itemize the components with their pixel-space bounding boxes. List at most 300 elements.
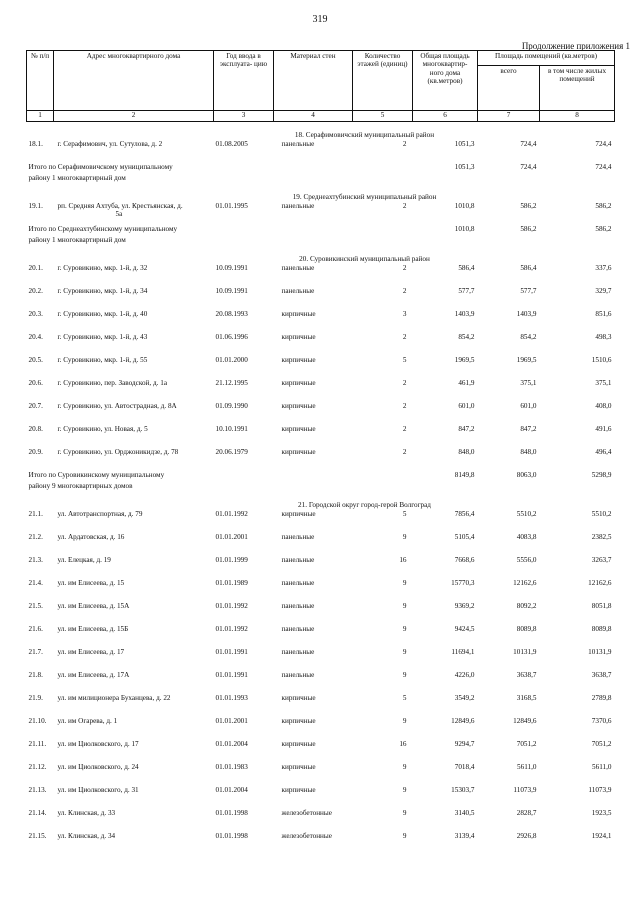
row-address <box>54 310 214 333</box>
row-premises-area: 577,7 <box>520 287 537 295</box>
row-address-line: г. Суровикино, мкр. 1-й, д. 43 <box>57 333 148 341</box>
row-material: железобетонные <box>281 832 332 840</box>
row-year: 01.06.1996 <box>215 333 248 341</box>
row-year: 01.01.1991 <box>215 671 248 679</box>
row-year: 01.08.2005 <box>215 140 248 148</box>
table-row <box>27 287 615 310</box>
row-total-area: 3139,4 <box>454 832 475 840</box>
section-header <box>27 184 615 202</box>
row-material: кирпичные <box>281 356 316 364</box>
row-number: 21.13. <box>28 786 47 794</box>
table-row <box>27 579 615 602</box>
row-living-area: 10131,9 <box>588 648 612 656</box>
row-floors: 2 <box>402 402 407 410</box>
row-number: 21.6. <box>28 625 43 633</box>
row-premises-area: 3638,7 <box>516 671 537 679</box>
table-row <box>27 694 615 717</box>
total-label: району 1 многоквартирный дом <box>28 174 126 182</box>
total-row-continuation <box>27 482 615 492</box>
total-label: Итого по Суровикинскому муниципальному <box>28 471 165 479</box>
row-address-line: ул. Ардатовская, д. 16 <box>57 533 125 541</box>
header-premises-total: всего <box>478 66 540 111</box>
row-number: 21.10. <box>28 717 47 725</box>
row-floors: 2 <box>402 448 407 456</box>
column-number-row <box>27 111 615 122</box>
row-year: 01.01.1995 <box>215 202 248 210</box>
row-address-line: ул. им Циолковского, д. 24 <box>57 763 139 771</box>
row-total-area: 854,2 <box>458 333 475 341</box>
row-premises-area: 12849,6 <box>513 717 537 725</box>
row-material: кирпичные <box>281 510 316 518</box>
row-floors: 2 <box>402 379 407 387</box>
row-address <box>54 694 214 717</box>
table-row <box>27 402 615 425</box>
row-address-line: г. Суровикино, мкр. 1-й, д. 34 <box>57 287 148 295</box>
table-row <box>27 310 615 333</box>
row-living-area: 7051,2 <box>591 740 612 748</box>
row-living-area: 1923,5 <box>591 809 612 817</box>
row-address-line: рп. Средняя Ахтуба, ул. Крестьянская, д. <box>57 202 183 210</box>
row-premises-area: 5611,0 <box>517 763 537 771</box>
row-number: 21.7. <box>28 648 43 656</box>
row-number: 20.8. <box>28 425 43 433</box>
column-number: 8 <box>540 111 615 122</box>
table-header <box>27 51 615 122</box>
row-address <box>54 809 214 832</box>
row-total-area: 3140,5 <box>454 809 475 817</box>
row-total-area: 12849,6 <box>451 717 475 725</box>
row-address-line: г. Суровикино, ул. Новая, д. 5 <box>57 425 148 433</box>
row-floors: 9 <box>402 579 407 587</box>
row-total-area: 15303,7 <box>451 786 475 794</box>
row-floors: 9 <box>402 832 407 840</box>
total-row <box>27 225 615 236</box>
row-material: панельные <box>281 602 315 610</box>
row-premises-area: 7051,2 <box>516 740 537 748</box>
row-total-area: 1010,8 <box>454 202 475 210</box>
row-number: 20.5. <box>28 356 43 364</box>
header-premises-area: Площадь помещений (кв.метров) <box>478 51 615 66</box>
row-floors: 5 <box>402 694 407 702</box>
row-premises-area: 2828,7 <box>516 809 537 817</box>
table-row <box>27 671 615 694</box>
row-number: 21.4. <box>28 579 43 587</box>
total-label: Итого по Серафимовичскому муниципальному <box>28 163 173 171</box>
row-material: панельные <box>281 556 315 564</box>
row-living-area: 408,0 <box>595 402 612 410</box>
column-number: 3 <box>214 111 274 122</box>
row-living-area: 491,6 <box>595 425 612 433</box>
row-living-area: 498,3 <box>595 333 612 341</box>
row-living-area: 5510,2 <box>591 510 612 518</box>
table-row <box>27 264 615 287</box>
row-number: 20.4. <box>28 333 43 341</box>
row-year: 01.01.2001 <box>215 533 248 541</box>
row-living-area: 586,2 <box>595 202 612 210</box>
row-premises-area: 601,0 <box>520 402 537 410</box>
table-row <box>27 379 615 402</box>
row-year: 21.12.1995 <box>215 379 248 387</box>
row-living-area: 11073,9 <box>588 786 612 794</box>
row-year: 10.09.1991 <box>215 264 248 272</box>
row-premises-area: 11073,9 <box>513 786 537 794</box>
table-row <box>27 140 615 163</box>
section-header <box>27 246 615 264</box>
row-address-line: ул. им милиционера Буханцева, д. 22 <box>57 694 171 702</box>
table-row <box>27 740 615 763</box>
row-address <box>54 717 214 740</box>
row-material: панельные <box>281 202 315 210</box>
row-total-area: 15770,3 <box>451 579 475 587</box>
column-number: 1 <box>27 111 54 122</box>
total-living-area: 586,2 <box>595 225 612 233</box>
row-number: 21.11. <box>28 740 47 748</box>
row-living-area: 724,4 <box>595 140 612 148</box>
row-premises-area: 375,1 <box>520 379 537 387</box>
row-floors: 9 <box>402 717 407 725</box>
row-floors: 9 <box>402 602 407 610</box>
row-number: 21.3. <box>28 556 43 564</box>
page-number: 319 <box>312 14 328 25</box>
row-total-area: 9424,5 <box>454 625 475 633</box>
row-total-area: 5105,4 <box>454 533 475 541</box>
row-number: 21.14. <box>28 809 47 817</box>
row-year: 01.01.1999 <box>215 556 248 564</box>
row-living-area: 496,4 <box>595 448 612 456</box>
row-address <box>54 356 214 379</box>
row-material: кирпичные <box>281 310 316 318</box>
row-total-area: 9294,7 <box>454 740 475 748</box>
row-living-area: 2382,5 <box>591 533 612 541</box>
row-number: 18.1. <box>28 140 43 148</box>
row-premises-area: 847,2 <box>520 425 537 433</box>
row-address-line: г. Суровикино, мкр. 1-й, д. 32 <box>57 264 148 272</box>
row-material: панельные <box>281 140 315 148</box>
row-address <box>54 671 214 694</box>
total-area: 1010,8 <box>454 225 475 233</box>
row-premises-area: 8089,8 <box>516 625 537 633</box>
table-row <box>27 763 615 786</box>
row-living-area: 7370,6 <box>591 717 612 725</box>
row-total-area: 1051,3 <box>454 140 475 148</box>
row-living-area: 12162,6 <box>588 579 612 587</box>
header-total-area: Общая площадь многоквартир- ного дома (кв.метров) <box>413 51 478 111</box>
row-floors: 9 <box>402 648 407 656</box>
table-row <box>27 786 615 809</box>
row-material: панельные <box>281 287 315 295</box>
section-title: 20. Суровикинский муниципальный район <box>299 254 430 263</box>
row-floors: 5 <box>402 510 407 518</box>
row-material: кирпичные <box>281 786 316 794</box>
row-premises-area: 586,2 <box>520 202 537 210</box>
row-material: панельные <box>281 264 315 272</box>
table-row <box>27 809 615 832</box>
row-premises-area: 724,4 <box>520 140 537 148</box>
table-row <box>27 448 615 471</box>
row-address <box>54 379 214 402</box>
row-total-area: 4226,0 <box>454 671 475 679</box>
header-material: Материал стен <box>274 51 353 111</box>
row-year: 01.01.1998 <box>215 832 248 840</box>
column-number: 4 <box>274 111 353 122</box>
table-row <box>27 533 615 556</box>
row-year: 10.09.1991 <box>215 287 248 295</box>
row-address-line: ул. им Елисеева, д. 15 <box>57 579 125 587</box>
row-total-area: 9369,2 <box>454 602 475 610</box>
total-row-continuation <box>27 236 615 246</box>
row-total-area: 7856,4 <box>454 510 475 518</box>
row-address <box>54 533 214 556</box>
total-row <box>27 471 615 482</box>
row-floors: 2 <box>402 287 407 295</box>
row-number: 21.12. <box>28 763 47 771</box>
row-number: 21.8. <box>28 671 43 679</box>
row-address-line: ул. Клинская, д. 34 <box>57 832 116 840</box>
row-address <box>54 333 214 356</box>
row-address <box>54 579 214 602</box>
row-total-area: 847,2 <box>458 425 475 433</box>
row-year: 01.01.1983 <box>215 763 248 771</box>
row-address <box>54 763 214 786</box>
total-row <box>27 163 615 174</box>
row-number: 20.3. <box>28 310 43 318</box>
row-number: 21.9. <box>28 694 43 702</box>
row-address-line: ул. им Циолковского, д. 17 <box>57 740 139 748</box>
total-living-area: 5298,9 <box>591 471 612 479</box>
row-total-area: 1403,9 <box>454 310 475 318</box>
row-premises-area: 2926,8 <box>516 832 537 840</box>
row-living-area: 1924,1 <box>591 832 612 840</box>
row-material: кирпичные <box>281 448 316 456</box>
row-number: 20.7. <box>28 402 43 410</box>
table-row <box>27 202 615 225</box>
header-year: Год ввода в эксплуата- цию <box>214 51 274 111</box>
row-address <box>54 202 214 225</box>
column-number: 6 <box>413 111 478 122</box>
table-row <box>27 333 615 356</box>
row-number: 20.2. <box>28 287 43 295</box>
row-address <box>54 740 214 763</box>
section-header <box>27 492 615 510</box>
row-year: 01.01.2000 <box>215 356 248 364</box>
row-address-line: ул. Клинская, д. 33 <box>57 809 116 817</box>
row-material: кирпичные <box>281 425 316 433</box>
header-premises-living: в том числе жилых помещений <box>540 66 615 111</box>
row-year: 01.01.1992 <box>215 625 248 633</box>
row-address-line: ул. им Елисеева, д. 17А <box>57 671 130 679</box>
table-row <box>27 510 615 533</box>
row-floors: 5 <box>402 356 407 364</box>
row-premises-area: 5510,2 <box>516 510 537 518</box>
row-address-line: ул. Автотранспортная, д. 79 <box>57 510 143 518</box>
row-address <box>54 786 214 809</box>
row-living-area: 2789,8 <box>591 694 612 702</box>
row-living-area: 3638,7 <box>591 671 612 679</box>
table-row <box>27 648 615 671</box>
row-premises-area: 1403,9 <box>516 310 537 318</box>
row-floors: 9 <box>402 809 407 817</box>
row-address-line: г. Суровикино, ул. Автострадная, д. 8А <box>57 402 177 410</box>
table-row <box>27 356 615 379</box>
row-year: 10.10.1991 <box>215 425 248 433</box>
row-total-area: 601,0 <box>458 402 475 410</box>
table-row <box>27 625 615 648</box>
row-premises-area: 10131,9 <box>513 648 537 656</box>
row-address <box>54 625 214 648</box>
row-number: 20.9. <box>28 448 43 456</box>
row-number: 21.5. <box>28 602 43 610</box>
row-number: 20.1. <box>28 264 43 272</box>
row-premises-area: 12162,6 <box>513 579 537 587</box>
row-address <box>54 425 214 448</box>
row-floors: 9 <box>402 533 407 541</box>
row-premises-area: 8092,2 <box>516 602 537 610</box>
row-address <box>54 602 214 625</box>
total-area: 8149,8 <box>454 471 475 479</box>
row-material: кирпичные <box>281 694 316 702</box>
housing-register-table <box>26 50 615 855</box>
row-year: 01.01.1992 <box>215 510 248 518</box>
row-total-area: 577,7 <box>458 287 475 295</box>
row-floors: 9 <box>402 625 407 633</box>
row-year: 20.06.1979 <box>215 448 248 456</box>
row-material: панельные <box>281 671 315 679</box>
row-total-area: 7018,4 <box>454 763 475 771</box>
row-total-area: 848,0 <box>458 448 475 456</box>
row-address <box>54 140 214 163</box>
row-material: кирпичные <box>281 763 316 771</box>
row-number: 21.2. <box>28 533 43 541</box>
row-address <box>54 832 214 855</box>
column-number: 2 <box>54 111 214 122</box>
row-year: 01.09.1990 <box>215 402 248 410</box>
row-material: панельные <box>281 648 315 656</box>
row-total-area: 3549,2 <box>454 694 475 702</box>
row-address-line: ул. им Огарева, д. 1 <box>57 717 118 725</box>
row-address-line: ул. им Елисеева, д. 17 <box>57 648 125 656</box>
row-floors: 2 <box>402 140 407 148</box>
table-row <box>27 602 615 625</box>
table-row <box>27 832 615 855</box>
header-floors: Количество этажей (единиц) <box>353 51 413 111</box>
row-material: панельные <box>281 533 315 541</box>
section-header <box>27 122 615 141</box>
row-floors: 2 <box>402 425 407 433</box>
row-living-area: 5611,0 <box>592 763 612 771</box>
row-total-area: 7668,6 <box>454 556 475 564</box>
row-living-area: 8089,8 <box>591 625 612 633</box>
row-address-line: ул. Елецкая, д. 19 <box>57 556 111 564</box>
row-material: панельные <box>281 625 315 633</box>
row-total-area: 586,4 <box>458 264 475 272</box>
row-premises-area: 4083,8 <box>516 533 537 541</box>
row-year: 20.08.1993 <box>215 310 248 318</box>
row-total-area: 1969,5 <box>454 356 475 364</box>
row-floors: 9 <box>402 763 407 771</box>
row-number: 20.6. <box>28 379 43 387</box>
row-total-area: 461,9 <box>458 379 475 387</box>
row-total-area: 11694,1 <box>451 648 475 656</box>
row-living-area: 3263,7 <box>591 556 612 564</box>
row-address-line: ул. им Циолковского, д. 31 <box>57 786 139 794</box>
row-year: 01.01.2004 <box>215 740 248 748</box>
total-label: району 1 многоквартирный дом <box>28 236 126 244</box>
total-area: 1051,3 <box>454 163 475 171</box>
total-premises-area: 8063,0 <box>516 471 537 479</box>
row-address <box>54 556 214 579</box>
row-address-line: ул. им Елисеева, д. 15А <box>57 602 130 610</box>
row-living-area: 8051,8 <box>591 602 612 610</box>
row-address-line: 5а <box>115 210 123 219</box>
row-address-line: г. Серафимович, ул. Сутулова, д. 2 <box>57 140 163 148</box>
row-premises-area: 3168,5 <box>516 694 537 702</box>
row-floors: 2 <box>402 264 407 272</box>
row-year: 01.01.1989 <box>215 579 248 587</box>
row-floors: 16 <box>399 556 407 564</box>
total-premises-area: 724,4 <box>520 163 537 171</box>
row-year: 01.01.1992 <box>215 602 248 610</box>
row-year: 01.01.1993 <box>215 694 248 702</box>
column-number: 5 <box>353 111 413 122</box>
row-year: 01.01.1998 <box>215 809 248 817</box>
table-body <box>27 122 615 856</box>
continuation-label: Продолжение приложения 1 <box>521 41 630 51</box>
row-year: 01.01.2001 <box>215 717 248 725</box>
row-material: панельные <box>281 579 315 587</box>
section-title: 21. Городской округ город-герой Волгоград <box>298 500 431 509</box>
row-premises-area: 854,2 <box>520 333 537 341</box>
row-material: кирпичные <box>281 379 316 387</box>
total-living-area: 724,4 <box>595 163 612 171</box>
total-premises-area: 586,2 <box>520 225 537 233</box>
row-number: 21.1. <box>28 510 43 518</box>
row-living-area: 1510,6 <box>591 356 612 364</box>
column-number: 7 <box>478 111 540 122</box>
row-floors: 16 <box>399 740 407 748</box>
row-year: 01.01.2004 <box>215 786 248 794</box>
section-title: 19. Среднеахтубинский муниципальный район <box>292 192 437 201</box>
row-living-area: 337,6 <box>595 264 612 272</box>
table-row <box>27 425 615 448</box>
total-row-continuation <box>27 174 615 184</box>
row-address <box>54 402 214 425</box>
total-label: району 9 многоквартирных домов <box>28 482 133 490</box>
row-material: кирпичные <box>281 717 316 725</box>
row-premises-area: 586,4 <box>520 264 537 272</box>
table-row <box>27 556 615 579</box>
row-address <box>54 264 214 287</box>
header-number: № п/п <box>27 51 54 111</box>
row-floors: 2 <box>402 202 407 210</box>
row-premises-area: 848,0 <box>520 448 537 456</box>
row-premises-area: 5556,0 <box>516 556 537 564</box>
row-floors: 9 <box>402 671 407 679</box>
row-floors: 2 <box>402 333 407 341</box>
row-living-area: 329,7 <box>595 287 612 295</box>
row-address <box>54 287 214 310</box>
row-number: 19.1. <box>28 202 43 210</box>
row-material: кирпичные <box>281 740 316 748</box>
row-number: 21.15. <box>28 832 47 840</box>
row-address <box>54 510 214 533</box>
row-floors: 3 <box>402 310 407 318</box>
row-year: 01.01.1991 <box>215 648 248 656</box>
row-address <box>54 448 214 471</box>
total-label: Итого по Среднеахтубинскому муниципальному <box>28 225 178 233</box>
row-material: железобетонные <box>281 809 332 817</box>
row-address-line: г. Суровикино, ул. Орджоникидзе, д. 78 <box>57 448 179 456</box>
table-row <box>27 717 615 740</box>
